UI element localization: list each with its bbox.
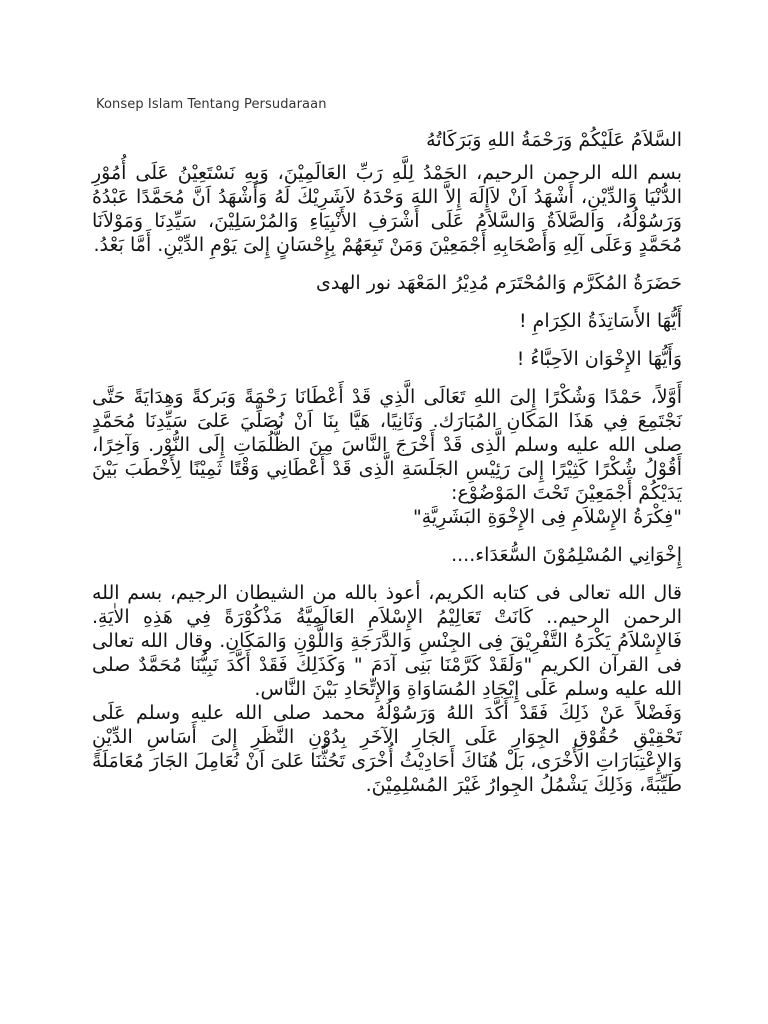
speech-body <box>92 118 682 797</box>
greeting-muslims: إِخْوَانِي المُسْلِمُوْنَ السُّعَدَاء.... <box>451 544 682 566</box>
speech-topic: "فِكْرَةُ الإِسْلاَمِ فِى الإِخْوَةِ البَشَرِيَّةِ" <box>412 506 682 528</box>
neighbor-rights-paragraph: وَفَضْلاً عَنْ ذَلِكَ فَقَدْ أَكَّدَ اللهُ وَرَسُوْلُهُ محمد صلى الله عليه وسلم عَلَى تَحْقِيْقِ حُقُوْقِ الجِوَارِ عَلَى الجَارِ الآخَرِ بِدُوْنِ النَّظَرِ إِلىَ أَسَاسِ الدِّيْنِ وَالإِعْتِبَارَاتِ الأُخْرَى، بَلْ هُنَاكَ أَحَادِيْثُ أُخْرَى تَحُثُّنَا عَلىَ اَنْ نُعَامِلَ الجَارَ مُعَامَلَةً طَيِّبَةً، وَذَلِكَ يَشْمُلُ الجِوارُ غَيْرَ المُسْلِمِيْنَ. <box>92 702 682 796</box>
opening-paragraph: بسم الله الرحمن الرحيم، الحَمْدُ لِلَّهِ رَبِّ العَالَمِيْنَ، وَبِهِ نَسْتَعِيْنُ عَلَى أُمُوْرِ الدُّنْيَا وَالدِّيْنِ، أَشْهَدُ اَنْ لاَإِلَهَ إِلاَّ اللهَ وَحْدَهُ لاَشَرِيْكَ لَهُ وَأَشْهَدُ اَنَّ مُحَمَّدًا عَبْدُهُ وَرَسُوْلُهُ، وَالصَّلاَةُ وَالسَّلاَمُ عَلَى أَشْرَفِ الأَنْبِيَاءِ وَالمُرْسَلِيْنَ، سَيِّدِنَا وَمَوْلاَنَا مُحَمَّدٍ وَعَلَى آلِهِ وَأَصْحَابِهِ أَجْمَعِيْنَ وَمَنْ تَبِعَهُمْ بِإِحْسَانٍ إِلىَ يَوْمِ الدِّيْنِ. أَمَّا بَعْدُ. <box>92 162 682 256</box>
quran-paragraph: قال الله تعالى فى كتابه الكريم، أعوذ بالله من الشيطان الرجيم، بسم الله الرحمن الرحيم.. كَانَتْ تَعَالِيْمُ الإِسْلاَمِ العَالَمِيَّةُ مَذْكُوْرَةً فِي هَذِهِ الاٰيَةِ. فَالإِسْلاَمُ يَكْرَهُ التَّفْرِيْقَ فِى الجِنْسِ وَالدَّرَجَةِ وَاللَّوْنِ وَالمَكَانِ. وقال الله تعالى فى القرآن الكريم "وَلَقَدْ كَرَّمْنَا بَنِى آدَمَ " وَكَذَلِكَ فَقَدْ أَكَّدَ نَبِيُّنَا مُحَمَّدٌ صلى الله عليه وسلم عَلَى إِيْجَادِ المُسَاوَاةِ وَالإِتِّحَادِ بَيْنَ النَّاس. <box>92 582 682 700</box>
address-brothers: وَأَيُّهَا الإِخْوَان الاَحِبَّاءُ ! <box>516 348 682 370</box>
address-teachers: أَيُّهَا الأَسَاتِذَةُ الكِرَامِ ! <box>519 310 682 332</box>
intro-paragraph: أَوَّلاً، حَمْدًا وَشُكْرًا إِلىَ اللهِ تَعَالَى الَّذِي قَدْ أَعْطَانَا رَحْمَةً وَبَركةً وَهِدَايَةً حَتَّى نَجْتَمِعَ فِي هَذَا المَكَانِ المُبَارَك. وَثَانِيًا، هَيَّا بِنَا اَنْ نُصَلِّيَ عَلىَ سَيِّدِنَا مُحَمَّدٍ صلى الله عليه وسلم الَّذِى قَدْ أَخْرَجَ النَّاسَ مِنَ الظُّلُمَاتِ إِلَى النُّوْر. وَآخِرًا، أَقُوْلُ شُكْرًا كَثِيْرًا إِلىَ رَئِيْسِ الجَلَسَةِ الَّذِى قَدْ أَعْطَانِي وَقْتًا ثَمِيْنًا لِأَخْطَبَ بَيْنَ يَدَيْكُمْ أَجْمَعِيْنَ تَحْتَ المَوْضُوْع: <box>92 386 682 504</box>
address-director: حَضَرَةُ المُكَرَّم وَالمُحْتَرَم مُدِيْرُ المَعْهَد نور الهدى <box>316 272 682 294</box>
document-title: Konsep Islam Tentang Persudaraan <box>96 97 327 112</box>
salam-greeting: السَّلاَمُ عَلَيْكُمْ وَرَحْمَةُ اللهِ وَبَرَكَاتُهُ <box>426 129 682 151</box>
